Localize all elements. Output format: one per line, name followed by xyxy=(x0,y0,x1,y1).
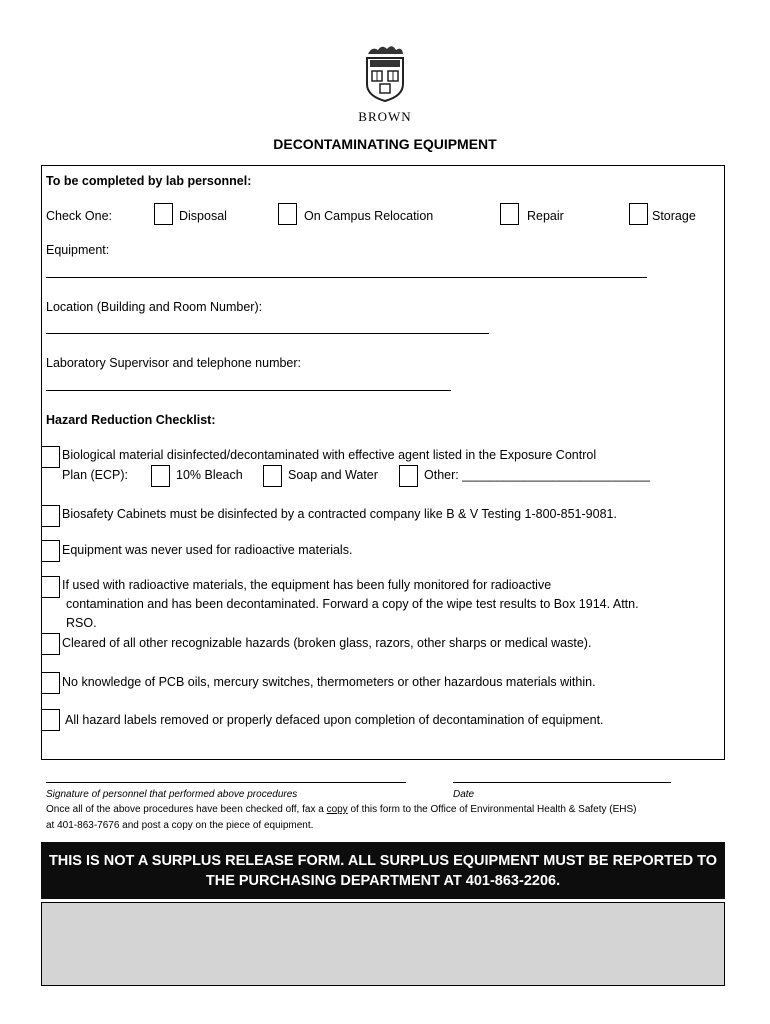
other-checkbox[interactable] xyxy=(399,465,418,487)
logo-wordmark: BROWN xyxy=(358,109,412,124)
bleach-checkbox[interactable] xyxy=(151,465,170,487)
disposal-checkbox[interactable] xyxy=(154,203,173,225)
disposal-label: Disposal xyxy=(179,209,227,223)
copy-word: copy xyxy=(326,804,348,815)
labels-removed-checkbox[interactable] xyxy=(41,709,60,731)
relocation-label: On Campus Relocation xyxy=(304,209,434,223)
hazards-cleared-checkbox[interactable] xyxy=(41,633,60,655)
no-radioactive-checkbox[interactable] xyxy=(41,540,60,562)
no-pcb-checkbox[interactable] xyxy=(41,672,60,694)
date-label: Date xyxy=(453,789,475,800)
fax-note-post: of this form to the Office of Environmental Health & Safety (EHS) xyxy=(347,804,637,815)
radioactive-text-line3: RSO. xyxy=(66,616,97,630)
banner-line1: THIS IS NOT A SURPLUS RELEASE FORM. ALL SURPLUS EQUIPMENT MUST BE REPORTED TO xyxy=(48,853,718,869)
biosafety-text: Biosafety Cabinets must be disinfected by a contracted company like B & V Testing 1-800-851-9081. xyxy=(62,507,617,521)
hazards-cleared-text: Cleared of all other recognizable hazards (broken glass, razors, other sharps or medical waste). xyxy=(62,636,592,650)
section-heading: To be completed by lab personnel: xyxy=(46,174,252,188)
radioactive-text-line1: If used with radioactive materials, the equipment has been fully monitored for radioactive xyxy=(62,578,552,592)
equipment-field[interactable] xyxy=(46,277,647,278)
check-one-label: Check One: xyxy=(46,209,113,223)
radioactive-text-line2: contamination and has been decontaminated. Forward a copy of the wipe test results to Box 1914. Attn. xyxy=(66,597,639,611)
biological-checkbox[interactable] xyxy=(41,446,60,468)
repair-checkbox[interactable] xyxy=(500,203,519,225)
bleach-label: 10% Bleach xyxy=(176,468,243,482)
other-field[interactable]: Other: ___________________________ xyxy=(424,468,650,482)
brown-logo xyxy=(350,44,420,125)
soap-checkbox[interactable] xyxy=(263,465,282,487)
surplus-warning-banner xyxy=(41,842,725,899)
location-field[interactable] xyxy=(46,333,489,334)
signature-label: Signature of personnel that performed above procedures xyxy=(46,789,298,800)
fax-note-line1 xyxy=(46,804,637,815)
office-use-box xyxy=(41,902,725,986)
page-title: DECONTAMINATING EQUIPMENT xyxy=(273,136,497,152)
labels-removed-text: All hazard labels removed or properly defaced upon completion of decontamination of equipment. xyxy=(65,713,604,727)
banner-line2: THE PURCHASING DEPARTMENT AT 401-863-2206. xyxy=(205,873,561,889)
signature-field[interactable] xyxy=(46,782,406,783)
form-frame xyxy=(41,165,725,760)
repair-label: Repair xyxy=(527,209,564,223)
biosafety-checkbox[interactable] xyxy=(41,505,60,527)
date-field[interactable] xyxy=(453,782,671,783)
checklist-heading: Hazard Reduction Checklist: xyxy=(46,413,216,427)
fax-note-pre: Once all of the above procedures have been checked off, fax a xyxy=(46,804,327,815)
location-label: Location (Building and Room Number): xyxy=(46,300,263,314)
storage-checkbox[interactable] xyxy=(629,203,648,225)
soap-label: Soap and Water xyxy=(288,468,378,482)
no-radioactive-text: Equipment was never used for radioactive materials. xyxy=(62,543,353,557)
brown-crest-icon xyxy=(362,44,408,102)
radioactive-monitored-checkbox[interactable] xyxy=(41,576,60,598)
supervisor-label: Laboratory Supervisor and telephone number: xyxy=(46,356,302,370)
equipment-label: Equipment: xyxy=(46,243,110,257)
storage-label: Storage xyxy=(652,209,696,223)
supervisor-field[interactable] xyxy=(46,390,451,391)
ecp-label: Plan (ECP): xyxy=(62,468,128,482)
no-pcb-text: No knowledge of PCB oils, mercury switches, thermometers or other hazardous materials within. xyxy=(62,675,596,689)
biological-text: Biological material disinfected/decontaminated with effective agent listed in the Exposure Control xyxy=(62,448,597,462)
fax-note-line2: at 401-863-7676 and post a copy on the piece of equipment. xyxy=(46,820,314,831)
relocation-checkbox[interactable] xyxy=(278,203,297,225)
